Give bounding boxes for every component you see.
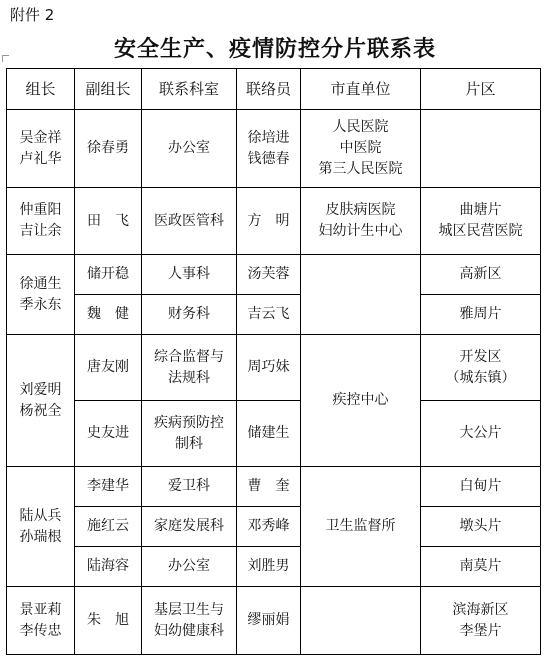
cell-office: 人事科 xyxy=(142,255,237,295)
cell-office: 爱卫科 xyxy=(142,467,237,507)
cell-deputy: 田 飞 xyxy=(75,188,142,255)
cell-leader: 吴金祥 卢礼华 xyxy=(7,110,75,188)
cell-area: 墩头片 xyxy=(421,507,541,547)
cell-contact: 周巧妹 xyxy=(237,335,301,401)
cell-deputy: 朱 旭 xyxy=(75,587,142,655)
cell-contact: 吉云飞 xyxy=(237,295,301,335)
attachment-label: 附件 2 xyxy=(10,6,55,24)
cell-area: 白甸片 xyxy=(421,467,541,507)
cell-area: 曲塘片 城区民营医院 xyxy=(421,188,541,255)
cell-office: 家庭发展科 xyxy=(142,507,237,547)
corner-mark xyxy=(2,55,9,62)
table-row xyxy=(7,507,541,547)
cell-deputy: 储开稳 xyxy=(75,255,142,295)
cell-contact: 刘胜男 xyxy=(237,547,301,587)
table-row xyxy=(7,110,541,188)
cell-contact: 邓秀峰 xyxy=(237,507,301,547)
table-row xyxy=(7,255,541,295)
cell-contact: 徐培进 钱德春 xyxy=(237,110,301,188)
cell-office: 基层卫生与 妇幼健康科 xyxy=(142,587,237,655)
cell-deputy: 施红云 xyxy=(75,507,142,547)
cell-deputy: 史友进 xyxy=(75,401,142,467)
table-row xyxy=(7,547,541,587)
cell-unit xyxy=(301,255,421,335)
cell-area: 滨海新区 李堡片 xyxy=(421,587,541,655)
header-deputy: 副组长 xyxy=(75,69,142,110)
cell-area: 南莫片 xyxy=(421,547,541,587)
header-contact: 联络员 xyxy=(237,69,301,110)
table-row xyxy=(7,587,541,655)
cell-office: 财务科 xyxy=(142,295,237,335)
cell-office: 办公室 xyxy=(142,547,237,587)
cell-deputy: 徐春勇 xyxy=(75,110,142,188)
cell-unit: 皮肤病医院 妇幼计生中心 xyxy=(301,188,421,255)
cell-unit xyxy=(301,587,421,655)
cell-area: 雅周片 xyxy=(421,295,541,335)
cell-deputy: 陆海容 xyxy=(75,547,142,587)
cell-deputy: 唐友刚 xyxy=(75,335,142,401)
cell-leader: 徐通生 季永东 xyxy=(7,255,75,335)
cell-leader: 陆从兵 孙瑞根 xyxy=(7,467,75,587)
cell-deputy: 李建华 xyxy=(75,467,142,507)
cell-contact: 缪丽娟 xyxy=(237,587,301,655)
header-office: 联系科室 xyxy=(142,69,237,110)
document-title: 安全生产、疫情防控分片联系表 xyxy=(113,36,436,62)
cell-office: 综合监督与 法规科 xyxy=(142,335,237,401)
cell-contact: 汤芙蓉 xyxy=(237,255,301,295)
cell-area: 高新区 xyxy=(421,255,541,295)
cell-area: 开发区 （城东镇） xyxy=(421,335,541,401)
header-leader: 组长 xyxy=(7,69,75,110)
cell-unit: 疾控中心 xyxy=(301,335,421,467)
table-row xyxy=(7,401,541,467)
cell-office: 医政医管科 xyxy=(142,188,237,255)
header-row xyxy=(7,69,541,110)
cell-unit: 人民医院 中医院 第三人民医院 xyxy=(301,110,421,188)
cell-area xyxy=(421,110,541,188)
contact-table xyxy=(6,68,541,655)
cell-contact: 曹 奎 xyxy=(237,467,301,507)
header-unit: 市直单位 xyxy=(301,69,421,110)
header-area: 片区 xyxy=(421,69,541,110)
table-row xyxy=(7,467,541,507)
cell-leader: 仲重阳 吉让余 xyxy=(7,188,75,255)
cell-office: 办公室 xyxy=(142,110,237,188)
cell-deputy: 魏 健 xyxy=(75,295,142,335)
cell-area: 大公片 xyxy=(421,401,541,467)
table-row xyxy=(7,295,541,335)
cell-leader: 刘爱明 杨祝全 xyxy=(7,335,75,467)
cell-leader: 景亚莉 李传忠 xyxy=(7,587,75,655)
cell-contact: 储建生 xyxy=(237,401,301,467)
cell-office: 疾病预防控 制科 xyxy=(142,401,237,467)
table-row xyxy=(7,188,541,255)
cell-contact: 方 明 xyxy=(237,188,301,255)
table-row xyxy=(7,335,541,401)
cell-unit: 卫生监督所 xyxy=(301,467,421,587)
